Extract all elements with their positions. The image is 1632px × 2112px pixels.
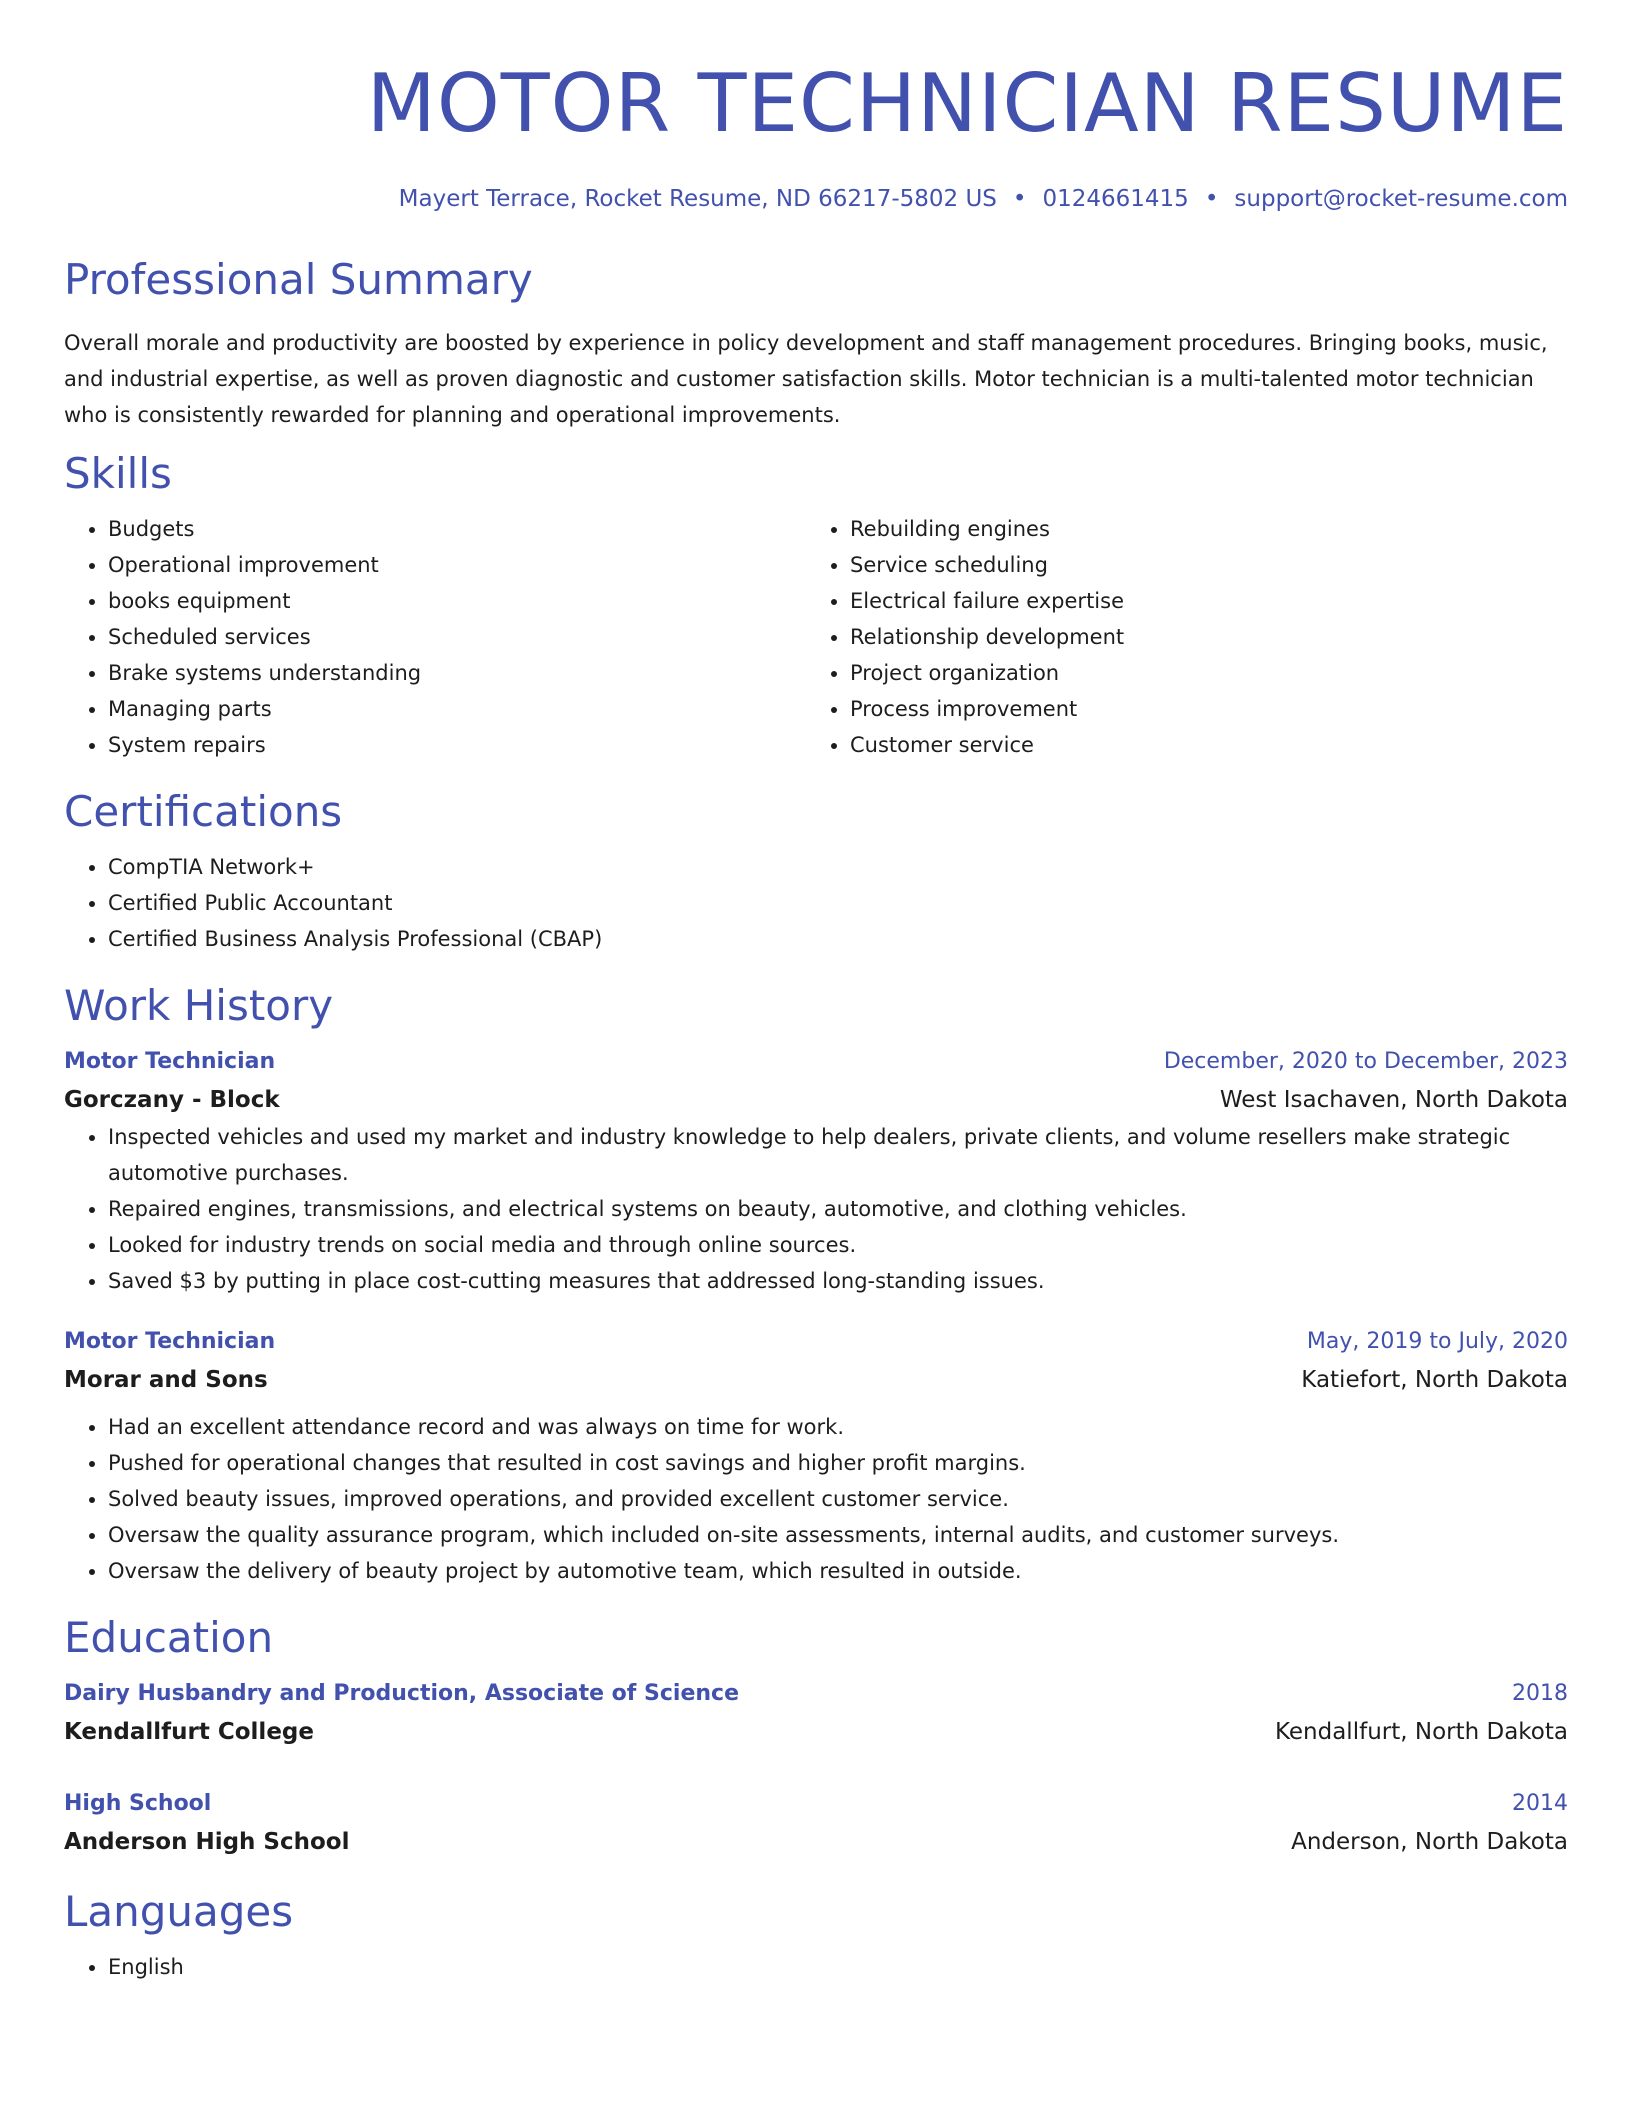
job-header xyxy=(64,1043,1568,1081)
job-location: West Isachaven, North Dakota xyxy=(1219,1087,1568,1113)
job-bullet: • Saved $3 by putting in place cost-cutting measures that addressed long-standing issues. xyxy=(108,1263,1568,1299)
skill-item: • System repairs xyxy=(108,727,806,763)
language-item: • English xyxy=(108,1949,1568,1985)
skill-item: • Relationship development xyxy=(850,619,1548,655)
education-header xyxy=(64,1785,1568,1823)
job-entry xyxy=(64,1043,1568,1299)
skill-item: • Budgets xyxy=(108,511,806,547)
job-bullet: • Pushed for operational changes that resulted in cost savings and higher profit margins. xyxy=(108,1445,1568,1481)
job-bullet: • Had an excellent attendance record and was always on time for work. xyxy=(108,1409,1568,1445)
summary-text: Overall morale and productivity are boosted by experience in policy development and staff management procedures. Bringing books, music, and industrial expertise, as well as proven diagnostic and customer satisfaction skills. Motor technician is a multi-talented motor technician who is consistently rewarded for planning and operational improvements. xyxy=(64,331,1548,427)
skill-item: • Electrical failure expertise xyxy=(850,583,1548,619)
job-title: Motor Technician xyxy=(64,1329,276,1354)
work-history-section xyxy=(64,981,1568,1589)
skills-column-right xyxy=(806,511,1548,763)
certification-item: • Certified Public Accountant xyxy=(108,885,1568,921)
job-subheader xyxy=(64,1081,1568,1119)
section-title-education: Education xyxy=(64,1613,274,1662)
certification-item: • Certified Business Analysis Professional (CBAP) xyxy=(108,921,1568,957)
education-school: Kendallfurt College xyxy=(64,1719,314,1745)
skill-item: • Rebuilding engines xyxy=(850,511,1548,547)
education-degree: Dairy Husbandry and Production, Associate of Science xyxy=(64,1681,739,1706)
education-degree: High School xyxy=(64,1791,212,1816)
languages-section xyxy=(64,1887,1568,1985)
skills-list-right xyxy=(806,511,1548,763)
education-location: Anderson, North Dakota xyxy=(1291,1829,1568,1855)
section-title-summary: Professional Summary xyxy=(64,255,533,304)
job-bullet: • Inspected vehicles and used my market and industry knowledge to help dealers, private clients, and volume resellers make strategic automotive purchases. xyxy=(108,1119,1568,1191)
education-entry xyxy=(64,1675,1568,1751)
languages-list xyxy=(64,1949,1568,1985)
contact-separator: • xyxy=(1012,186,1027,212)
job-subheader xyxy=(64,1361,1568,1399)
certifications-section xyxy=(64,787,1568,957)
education-school: Anderson High School xyxy=(64,1829,350,1855)
job-location: Katiefort, North Dakota xyxy=(1301,1367,1568,1393)
section-title-certifications: Certifications xyxy=(64,787,343,836)
contact-line xyxy=(64,185,1568,213)
summary-section xyxy=(64,255,1568,433)
job-entry xyxy=(64,1323,1568,1589)
section-title-skills: Skills xyxy=(64,449,172,498)
skill-item: • Process improvement xyxy=(850,691,1548,727)
job-company: Gorczany - Block xyxy=(64,1087,280,1113)
contact-phone: 0124661415 xyxy=(1042,186,1189,212)
job-bullets xyxy=(64,1409,1568,1589)
skill-item: • Managing parts xyxy=(108,691,806,727)
job-bullet: • Oversaw the quality assurance program, which included on-site assessments, internal audits, and customer surveys. xyxy=(108,1517,1568,1553)
skill-item: • Project organization xyxy=(850,655,1548,691)
contact-email: support@rocket-resume.com xyxy=(1234,186,1568,212)
skill-item: • Brake systems understanding xyxy=(108,655,806,691)
education-subheader xyxy=(64,1823,1568,1861)
job-dates: May, 2019 to July, 2020 xyxy=(1306,1329,1568,1354)
certification-item: • CompTIA Network+ xyxy=(108,849,1568,885)
education-year: 2014 xyxy=(1512,1791,1568,1816)
education-section xyxy=(64,1613,1568,1861)
skill-item: • Scheduled services xyxy=(108,619,806,655)
skill-item: • Operational improvement xyxy=(108,547,806,583)
resume-title: MOTOR TECHNICIAN RESUME xyxy=(366,57,1568,150)
education-subheader xyxy=(64,1713,1568,1751)
contact-separator: • xyxy=(1204,186,1219,212)
job-bullets xyxy=(64,1119,1568,1299)
skill-item: • books equipment xyxy=(108,583,806,619)
education-location: Kendallfurt, North Dakota xyxy=(1274,1719,1568,1745)
job-dates: December, 2020 to December, 2023 xyxy=(1163,1049,1568,1074)
skills-list-left xyxy=(64,511,806,763)
education-entry xyxy=(64,1785,1568,1861)
job-company: Morar and Sons xyxy=(64,1367,268,1393)
section-title-work-history: Work History xyxy=(64,981,334,1030)
contact-address: Mayert Terrace, Rocket Resume, ND 66217-5802 US xyxy=(398,186,997,212)
job-header xyxy=(64,1323,1568,1361)
skills-column-left xyxy=(64,511,806,763)
job-title: Motor Technician xyxy=(64,1049,276,1074)
education-header xyxy=(64,1675,1568,1713)
certifications-list xyxy=(64,849,1568,957)
skills-section xyxy=(64,449,1568,763)
section-title-languages: Languages xyxy=(64,1887,294,1936)
job-bullet: • Repaired engines, transmissions, and electrical systems on beauty, automotive, and clothing vehicles. xyxy=(108,1191,1568,1227)
skill-item: • Customer service xyxy=(850,727,1548,763)
education-year: 2018 xyxy=(1512,1681,1568,1706)
resume-page xyxy=(64,0,1568,1985)
resume-header xyxy=(64,0,1568,213)
skill-item: • Service scheduling xyxy=(850,547,1548,583)
skills-grid xyxy=(64,511,1568,763)
job-bullet: • Oversaw the delivery of beauty project by automotive team, which resulted in outside. xyxy=(108,1553,1568,1589)
job-bullet: • Looked for industry trends on social media and through online sources. xyxy=(108,1227,1568,1263)
job-bullet: • Solved beauty issues, improved operations, and provided excellent customer service. xyxy=(108,1481,1568,1517)
